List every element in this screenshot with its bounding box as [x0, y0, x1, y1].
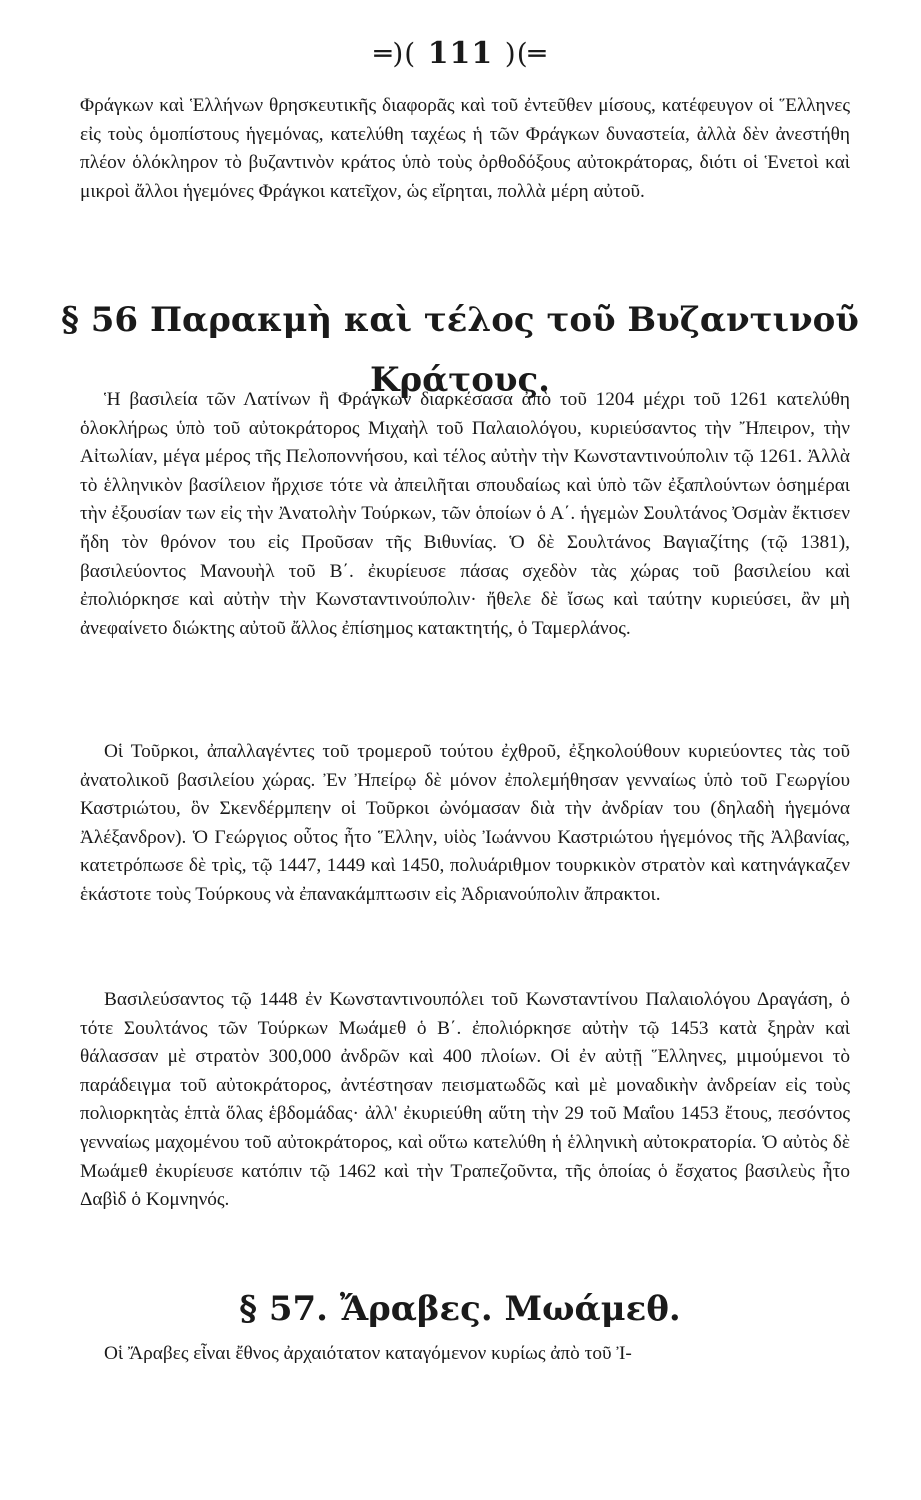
section-57-heading	[60, 1284, 860, 1334]
section-56-title-line2: Κράτους.	[369, 360, 550, 400]
paragraph-arabs: Οἱ Ἄραβες εἶναι ἔθνος ἀρχαιότατον καταγόμενον κυρίως ἀπὸ τοῦ Ἰ-	[104, 1343, 632, 1364]
paragraph-latin-rule: Ἡ βασιλεία τῶν Λατίνων ἢ Φράγκων διαρκέσασα ἀπὸ τοῦ 1204 μέχρι τοῦ 1261 κατελύθη ὁλοκλήρως ὑπὸ τοῦ αὐτοκράτορος Μιχαὴλ τοῦ Παλαιολόγου, κυριεύσαντος τὴν Ἤπειρον, τὴν Αἰτωλίαν, μέγα μέρος τῆς Πελοποννήσου, καὶ τέλος αὐτὴν τὴν Κωνσταντινούπολιν τῷ 1261. Ἀλλὰ τὸ ἑλληνικὸν βασίλειον ἤρχισε τότε νὰ ἀπειλῆται σπουδαίως καὶ ὑπὸ τῶν ἐξαπλούντων ὁσημέραι τὴν ἐξουσίαν των εἰς τὴν Ἀνατολὴν Τούρκων, τῶν ὁποίων ὁ Α΄. ἡγεμὼν Σουλτάνος Ὀσμὰν ἔκτισεν ἤδη τὸν θρόνον του εἰς Προῦσαν τῆς Βιθυνίας. Ὁ δὲ Σουλτάνος Βαγιαζίτης (τῷ 1381), βασιλεύοντος Μανουὴλ τοῦ Β΄. ἐκυρίευσε πάσας σχεδὸν τὰς χώρας τοῦ βασιλείου καὶ ἐπολιόρκησε καὶ αὐτὴν τὴν Κωνσταντινούπολιν· ἤθελε δὲ ἴσως καὶ ταύτην κυριεύσει, ἂν μὴ ἀνεφαίνετο διώκτης αὐτοῦ ἄλλος ἐπίσημος κατακτητής, ὁ Ταμερλάνος.	[80, 389, 850, 639]
section-56-number: § 56	[61, 300, 139, 340]
paragraph-fall-constantinople: Βασιλεύσαντος τῷ 1448 ἐν Κωνσταντινουπόλει τοῦ Κωνσταντίνου Παλαιολόγου Δραγάση, ὁ τότε Σουλτάνος τῶν Τούρκων Μωάμεθ ὁ Β΄. ἐπολιόρκησε αὐτὴν τῷ 1453 κατὰ ξηρὰν καὶ θάλασσαν μὲ στρατὸν 300,000 ἀνδρῶν καὶ 400 πλοίων. Οἱ ἐν αὐτῇ Ἕλληνες, μιμούμενοι τὸ παράδειγμα τοῦ αὐτοκράτορος, ἀντέστησαν πεισματωδῶς καὶ μὲ μοναδικὴν ἀνδρείαν εἰς τοὺς πολιορκητὰς ἑπτὰ ὅλας ἑβδομάδας· ἀλλ' ἐκυριεύθη αὕτη τὴν 29 τοῦ Μαΐου 1453 ἔτους, πεσόντος γενναίως μαχομένου τοῦ αὐτοκράτορος, καὶ οὕτω κατελύθη ἡ ἑλληνικὴ αὐτοκρατορία. Ὁ αὐτὸς δὲ Μωάμεθ ἐκυρίευσε κατόπιν τῷ 1462 καὶ τὴν Τραπεζοῦντα, τῆς ὁποίας ὁ ἔσχατος βασιλεὺς ἦτο Δαβὶδ ὁ Κομνηνός.	[80, 989, 850, 1211]
paragraph-turks-epirus: Οἱ Τοῦρκοι, ἀπαλλαγέντες τοῦ τρομεροῦ τούτου ἐχθροῦ, ἐξηκολούθουν κυριεύοντες τὰς τοῦ ἀνατολικοῦ βασιλείου χώρας. Ἐν Ἠπείρῳ δὲ μόνον ἐπολεμήθησαν γενναίως ὑπὸ τοῦ Γεωργίου Καστριώτου, ὃν Σκενδέρμπεην οἱ Τοῦρκοι ὠνόμασαν διὰ τὴν ἀνδρίαν του (δηλαδὴ ἡγεμόνα Ἀλέξανδρον). Ὁ Γεώργιος οὗτος ἦτο Ἕλλην, υἱὸς Ἰωάννου Καστριώτου ἡγεμόνος τῆς Ἀλβανίας, κατετρόπωσε δὲ τρὶς, τῷ 1447, 1449 καὶ 1450, πολυάριθμον τουρκικὸν στρατὸν καὶ κατηνάγκαζεν ἑκάστοτε τοὺς Τούρκους νὰ ἐπανακάμπτωσιν εἰς Ἀδριανούπολιν ἄπρακτοι.	[80, 741, 850, 905]
left-ornament: ═)(	[374, 37, 417, 70]
page-header	[0, 36, 921, 71]
right-ornament: )(═	[504, 37, 547, 70]
page-number: 111	[427, 36, 494, 71]
section-56-title-line1: Παρακμὴ καὶ τέλος τοῦ Βυζαντινοῦ	[149, 300, 859, 340]
section-57-title: Ἄραβες. Μωάμεθ.	[339, 1289, 681, 1329]
paragraph-continuation: Φράγκων καὶ Ἑλλήνων θρησκευτικῆς διαφορᾶς καὶ τοῦ ἐντεῦθεν μίσους, κατέφευγον οἱ Ἕλληνες εἰς τοὺς ὁμοπίστους ἡγεμόνας, κατελύθη ταχέως ἡ τῶν Φράγκων δυναστεία, ἀλλὰ δὲν ἀνεστήθη πλέον ὁλόκληρον τὸ βυζαντινὸν κράτος ὑπὸ τοὺς ὀρθοδόξους αὐτοκράτορας, διότι οἱ Ἑνετοὶ καὶ μικροὶ ἄλλοι ἡγεμόνες Φράγκοι κατεῖχον, ὡς εἴρηται, πολλὰ μέρη αὐτοῦ.	[80, 95, 850, 202]
section-57-number: § 57.	[239, 1289, 328, 1329]
